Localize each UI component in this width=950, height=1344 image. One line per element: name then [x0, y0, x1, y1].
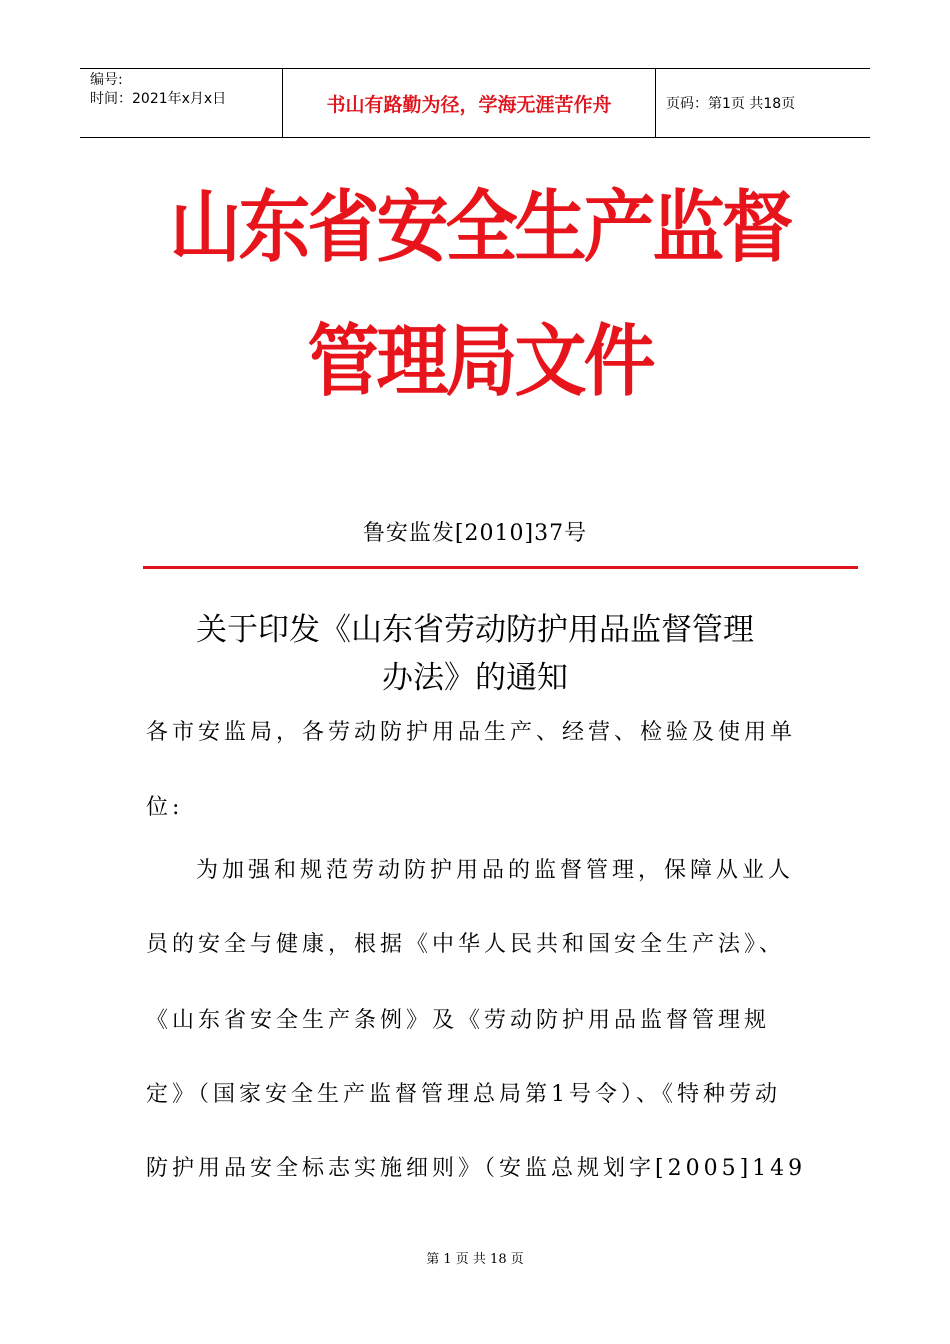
- body-line: 员的安全与健康，根据《中华人民共和国安全生产法》、: [146, 932, 786, 957]
- document-title: 山东省安全生产监督管理局文件: [169, 181, 791, 407]
- header-table: [80, 68, 870, 138]
- header-meta: [80, 69, 282, 137]
- notice-title-line1: 关于印发《山东省劳动防护用品监督管理: [196, 612, 754, 648]
- time-label: 时间：2021年x月x日: [90, 91, 227, 107]
- body-line: 定》（国家安全生产监督管理总局第1号令）、《特种劳动: [146, 1082, 781, 1107]
- body-line: 《山东省安全生产条例》及《劳动防护用品监督管理规: [146, 1008, 771, 1033]
- serial-label: 编号:: [90, 72, 123, 88]
- notice-title-line2: 办法》的通知: [382, 660, 568, 696]
- header-page-info: 页码：第1页 共18页: [666, 96, 796, 112]
- body-line: 防护用品安全标志实施细则》（安监总规划字[2005]149: [146, 1156, 807, 1181]
- header-motto: 书山有路勤为径，学海无涯苦作舟: [282, 69, 656, 137]
- body-line: 为加强和规范劳动防护用品的监督管理，保障从业人: [196, 858, 795, 883]
- red-divider: [143, 566, 858, 569]
- document-number: 鲁安监发[2010]37号: [362, 521, 588, 546]
- notice-title: [120, 606, 830, 702]
- page-footer: 第 1 页 共 18 页: [426, 1252, 524, 1267]
- recipients-line1: 各市安监局，各劳动防护用品生产、经营、检验及使用单: [146, 720, 797, 745]
- recipients-line2: 位:: [146, 795, 184, 820]
